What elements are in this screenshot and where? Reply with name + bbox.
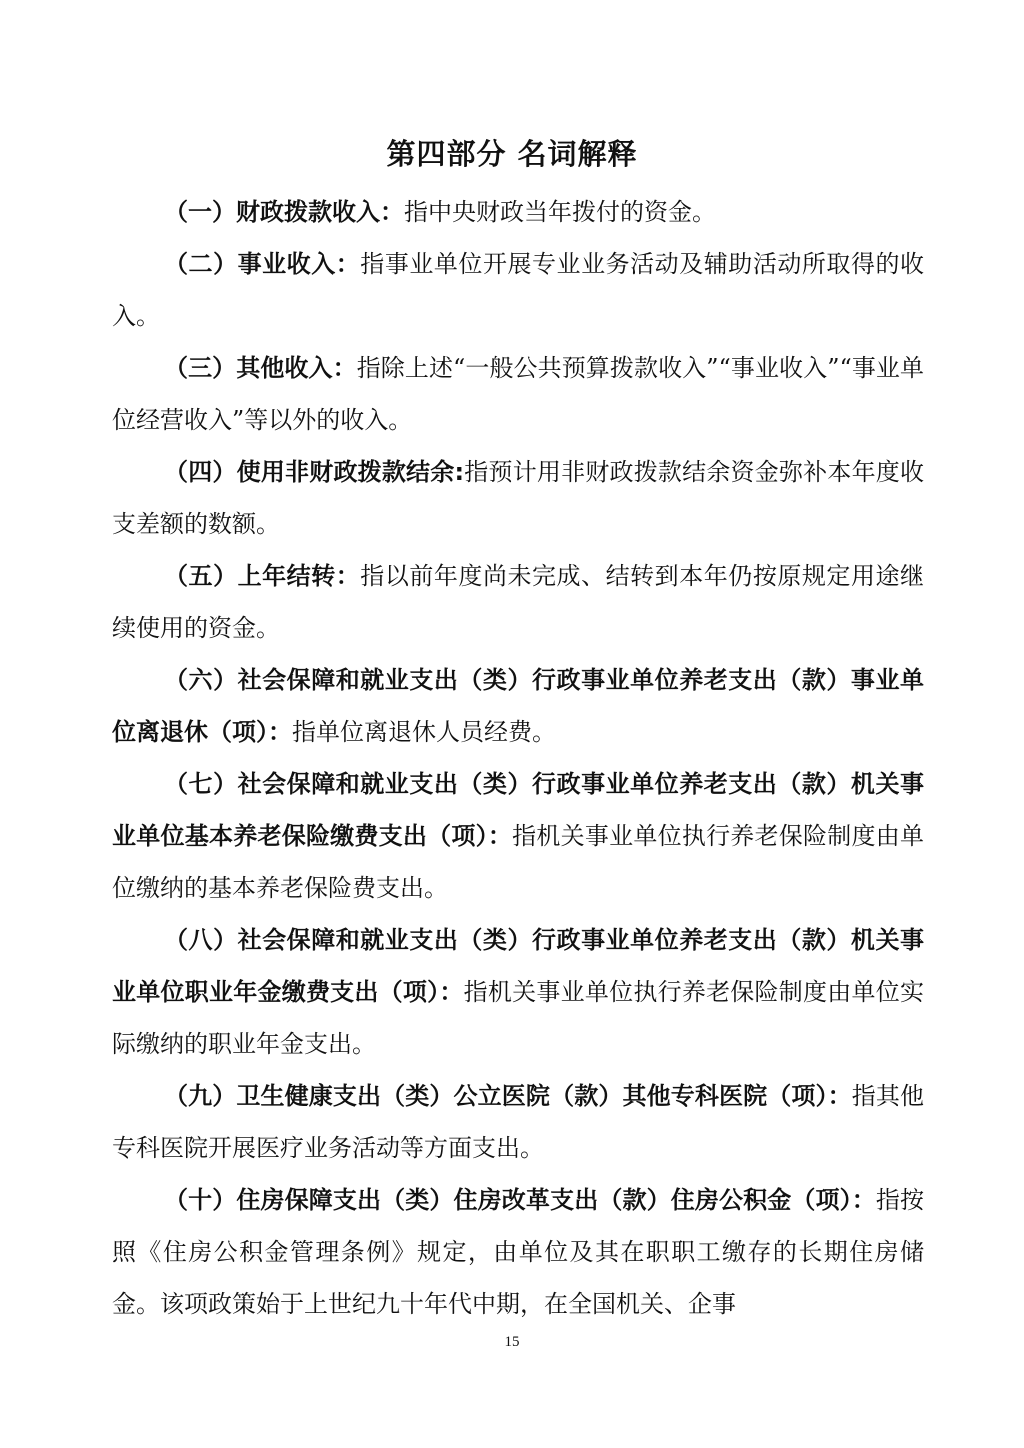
term-definition: 指预计用非财政拨款结余资金弥补本年度收支差额的数额。 [112,458,924,538]
term-definition: 指机关事业单位执行养老保险制度由单位实际缴纳的职业年金支出。 [112,978,925,1058]
term-definition: 指以前年度尚未完成、结转到本年仍按原规定用途继续使用的资金。 [112,562,925,642]
term-label: （九）卫生健康支出（类）公立医院（款）其他专科医院（项）： [164,1082,852,1110]
paragraph-6 [112,654,924,758]
paragraph-1 [112,186,924,238]
term-label: （十）住房保障支出（类）住房改革支出（款）住房公积金（项）： [164,1186,876,1214]
term-label: （六）社会保障和就业支出（类）行政事业单位养老支出（款）事业单位离退休（项）： [112,666,924,746]
paragraph-7 [112,758,924,914]
term-definition: 指中央财政当年拨付的资金。 [404,198,716,226]
paragraph-9 [112,1070,924,1174]
paragraph-3 [112,342,924,446]
term-label: （四）使用非财政拨款结余: [164,458,465,486]
document-body [112,186,924,1330]
term-label: （八）社会保障和就业支出（类）行政事业单位养老支出（款）机关事业单位职业年金缴费支出（项）： [112,926,924,1006]
term-definition: 指机关事业单位执行养老保险制度由单位缴纳的基本养老保险费支出。 [112,822,925,902]
page-title: 第四部分 名词解释 [386,137,638,171]
term-definition: 指按照《住房公积金管理条例》规定，由单位及其在职职工缴存的长期住房储金。该项政策始于上世纪九十年代中期，在全国机关、企事 [112,1186,925,1318]
term-label: （二）事业收入： [164,250,361,278]
paragraph-4 [112,446,924,550]
term-definition: 指其他专科医院开展医疗业务活动等方面支出。 [112,1082,925,1162]
paragraph-10 [112,1174,924,1330]
term-definition: 指事业单位开展专业业务活动及辅助活动所取得的收入。 [112,250,925,330]
term-label: （五）上年结转： [164,562,361,590]
term-definition: 指除上述“一般公共预算拨款收入”“事业收入”“事业单位经营收入”等以外的收入。 [112,354,924,434]
paragraph-2 [112,238,924,342]
page-number: 15 [504,1334,520,1350]
term-label: （一）财政拨款收入： [164,198,404,226]
term-definition: 指单位离退休人员经费。 [292,718,556,746]
paragraph-5 [112,550,924,654]
paragraph-8 [112,914,924,1070]
term-label: （三）其他收入： [164,354,357,382]
term-label: （七）社会保障和就业支出（类）行政事业单位养老支出（款）机关事业单位基本养老保险缴费支出（项）： [112,770,924,850]
